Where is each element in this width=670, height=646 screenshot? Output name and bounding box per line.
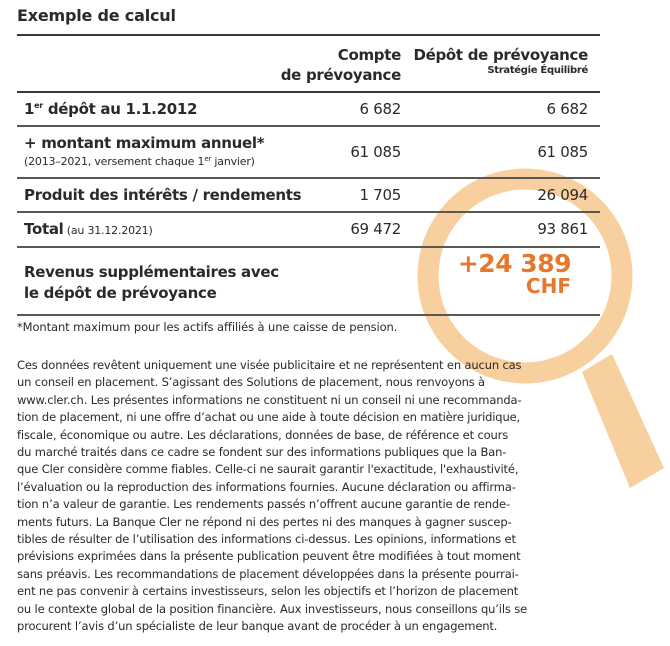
column-header-depot-strategy: Stratégie Équilibré (487, 65, 588, 76)
row-sublabel-post: janvier) (211, 155, 255, 168)
disclaimer-line: tion de placement, ni une offre d’achat ou une aide à toute décision en matière juridique, (17, 410, 521, 425)
disclaimer-line: prévisions exprimées dans la présente publication peuvent être modifiées à tout moment (17, 549, 521, 564)
row-label-total-date: (au 31.12.2021) (63, 224, 153, 237)
column-header-depot (413, 45, 588, 77)
row-label-additional-revenue (24, 262, 279, 304)
row-label-annual-max: + montant maximum annuel* (24, 134, 265, 152)
value-compte-interest: 1 705 (359, 186, 401, 204)
row-label-total-text: Total (24, 220, 64, 238)
row-label-first-deposit (24, 100, 197, 118)
additional-revenue-amount: +24 389 (457, 249, 571, 278)
table-top-rule (17, 34, 600, 36)
row-rule (17, 177, 600, 179)
value-compte-first-deposit: 6 682 (359, 100, 401, 118)
additional-revenue-currency: CHF (525, 274, 571, 298)
disclaimer-line: ent ne pas convenir à certains investisseurs, selon les objectifs et l’horizon de placement (17, 584, 519, 599)
footnote: *Montant maximum pour les actifs affiliés à une caisse de pension. (17, 320, 398, 334)
column-header-compte-line2: de prévoyance (280, 66, 401, 84)
row-rule (17, 125, 600, 127)
additional-revenue-line2: le dépôt de prévoyance (24, 284, 217, 302)
column-header-compte-line1: Compte (337, 46, 401, 64)
disclaimer-line: du marché traités dans ce cadre se fondent sur des informations publiques que la Ban- (17, 445, 507, 460)
value-depot-first-deposit: 6 682 (546, 100, 588, 118)
disclaimer-line: sans préavis. Les recommandations de placement développées dans la présente pourrai- (17, 566, 519, 581)
additional-revenue-value (457, 249, 571, 298)
disclaimer-text (17, 357, 597, 636)
column-header-depot-title: Dépôt de prévoyance (413, 46, 588, 64)
disclaimer-line: tibles de résulter de l’utilisation des informations ci-dessus. Les opinions, informations et (17, 532, 516, 547)
disclaimer-line: tion n’a valeur de garantie. Les rendements passés n’offrent aucune garantie de rende- (17, 497, 510, 512)
disclaimer-line: que Cler considère comme fiables. Celle-ci ne saurait garantir l'exactitude, l'exhaustivité, (17, 462, 519, 477)
disclaimer-line: Ces données revêtent uniquement une visée publicitaire et ne représentent en aucun cas (17, 358, 522, 372)
row-sublabel-annual-max (24, 155, 255, 168)
table-bottom-rule (17, 314, 600, 316)
row-rule (17, 211, 600, 213)
row-rule (17, 246, 600, 248)
additional-revenue-line1: Revenus supplémentaires avec (24, 263, 279, 281)
disclaimer-line: ments futurs. La Banque Cler ne répond ni des pertes ni des manques à gagner suscep- (17, 514, 512, 529)
value-compte-annual-max: 61 085 (350, 143, 401, 161)
disclaimer-line: www.cler.ch. Les présentes informations ne constituent ni un conseil ni une recommanda- (17, 392, 522, 407)
page-title: Exemple de calcul (17, 6, 176, 25)
disclaimer-line: fiscale, économique ou autre. Les déclarations, données de base, de référence et cours (17, 427, 509, 442)
disclaimer-line: un conseil en placement. S’agissant des Solutions de placement, nous renvoyons à (17, 375, 485, 390)
disclaimer-line: ou le contexte global de la position financière. Aux investisseurs, nous conseillons qu’ils se (17, 601, 527, 616)
value-compte-total: 69 472 (350, 220, 401, 238)
value-depot-interest: 26 094 (537, 186, 588, 204)
row-label-total (24, 220, 153, 238)
value-depot-total: 93 861 (537, 220, 588, 238)
row-sublabel-pre: (2013–2021, versement chaque 1 (24, 155, 205, 168)
disclaimer-line: l’évaluation ou la reproduction des informations fournies. Aucune déclaration ou affirma- (17, 479, 516, 494)
value-depot-annual-max: 61 085 (537, 143, 588, 161)
row-label-first-deposit-num: 1 (24, 100, 35, 118)
row-label-first-deposit-text: dépôt au 1.1.2012 (42, 100, 198, 118)
row-sublabel-sup: er (204, 155, 212, 163)
header-rule (17, 91, 600, 93)
row-label-first-deposit-sup: er (34, 101, 43, 110)
disclaimer-line: procurent l’avis d’un spécialiste de leur banque avant de procéder à un engagement. (17, 619, 498, 634)
column-header-compte (281, 45, 401, 85)
row-label-interest: Produit des intérêts / rendements (24, 186, 302, 204)
